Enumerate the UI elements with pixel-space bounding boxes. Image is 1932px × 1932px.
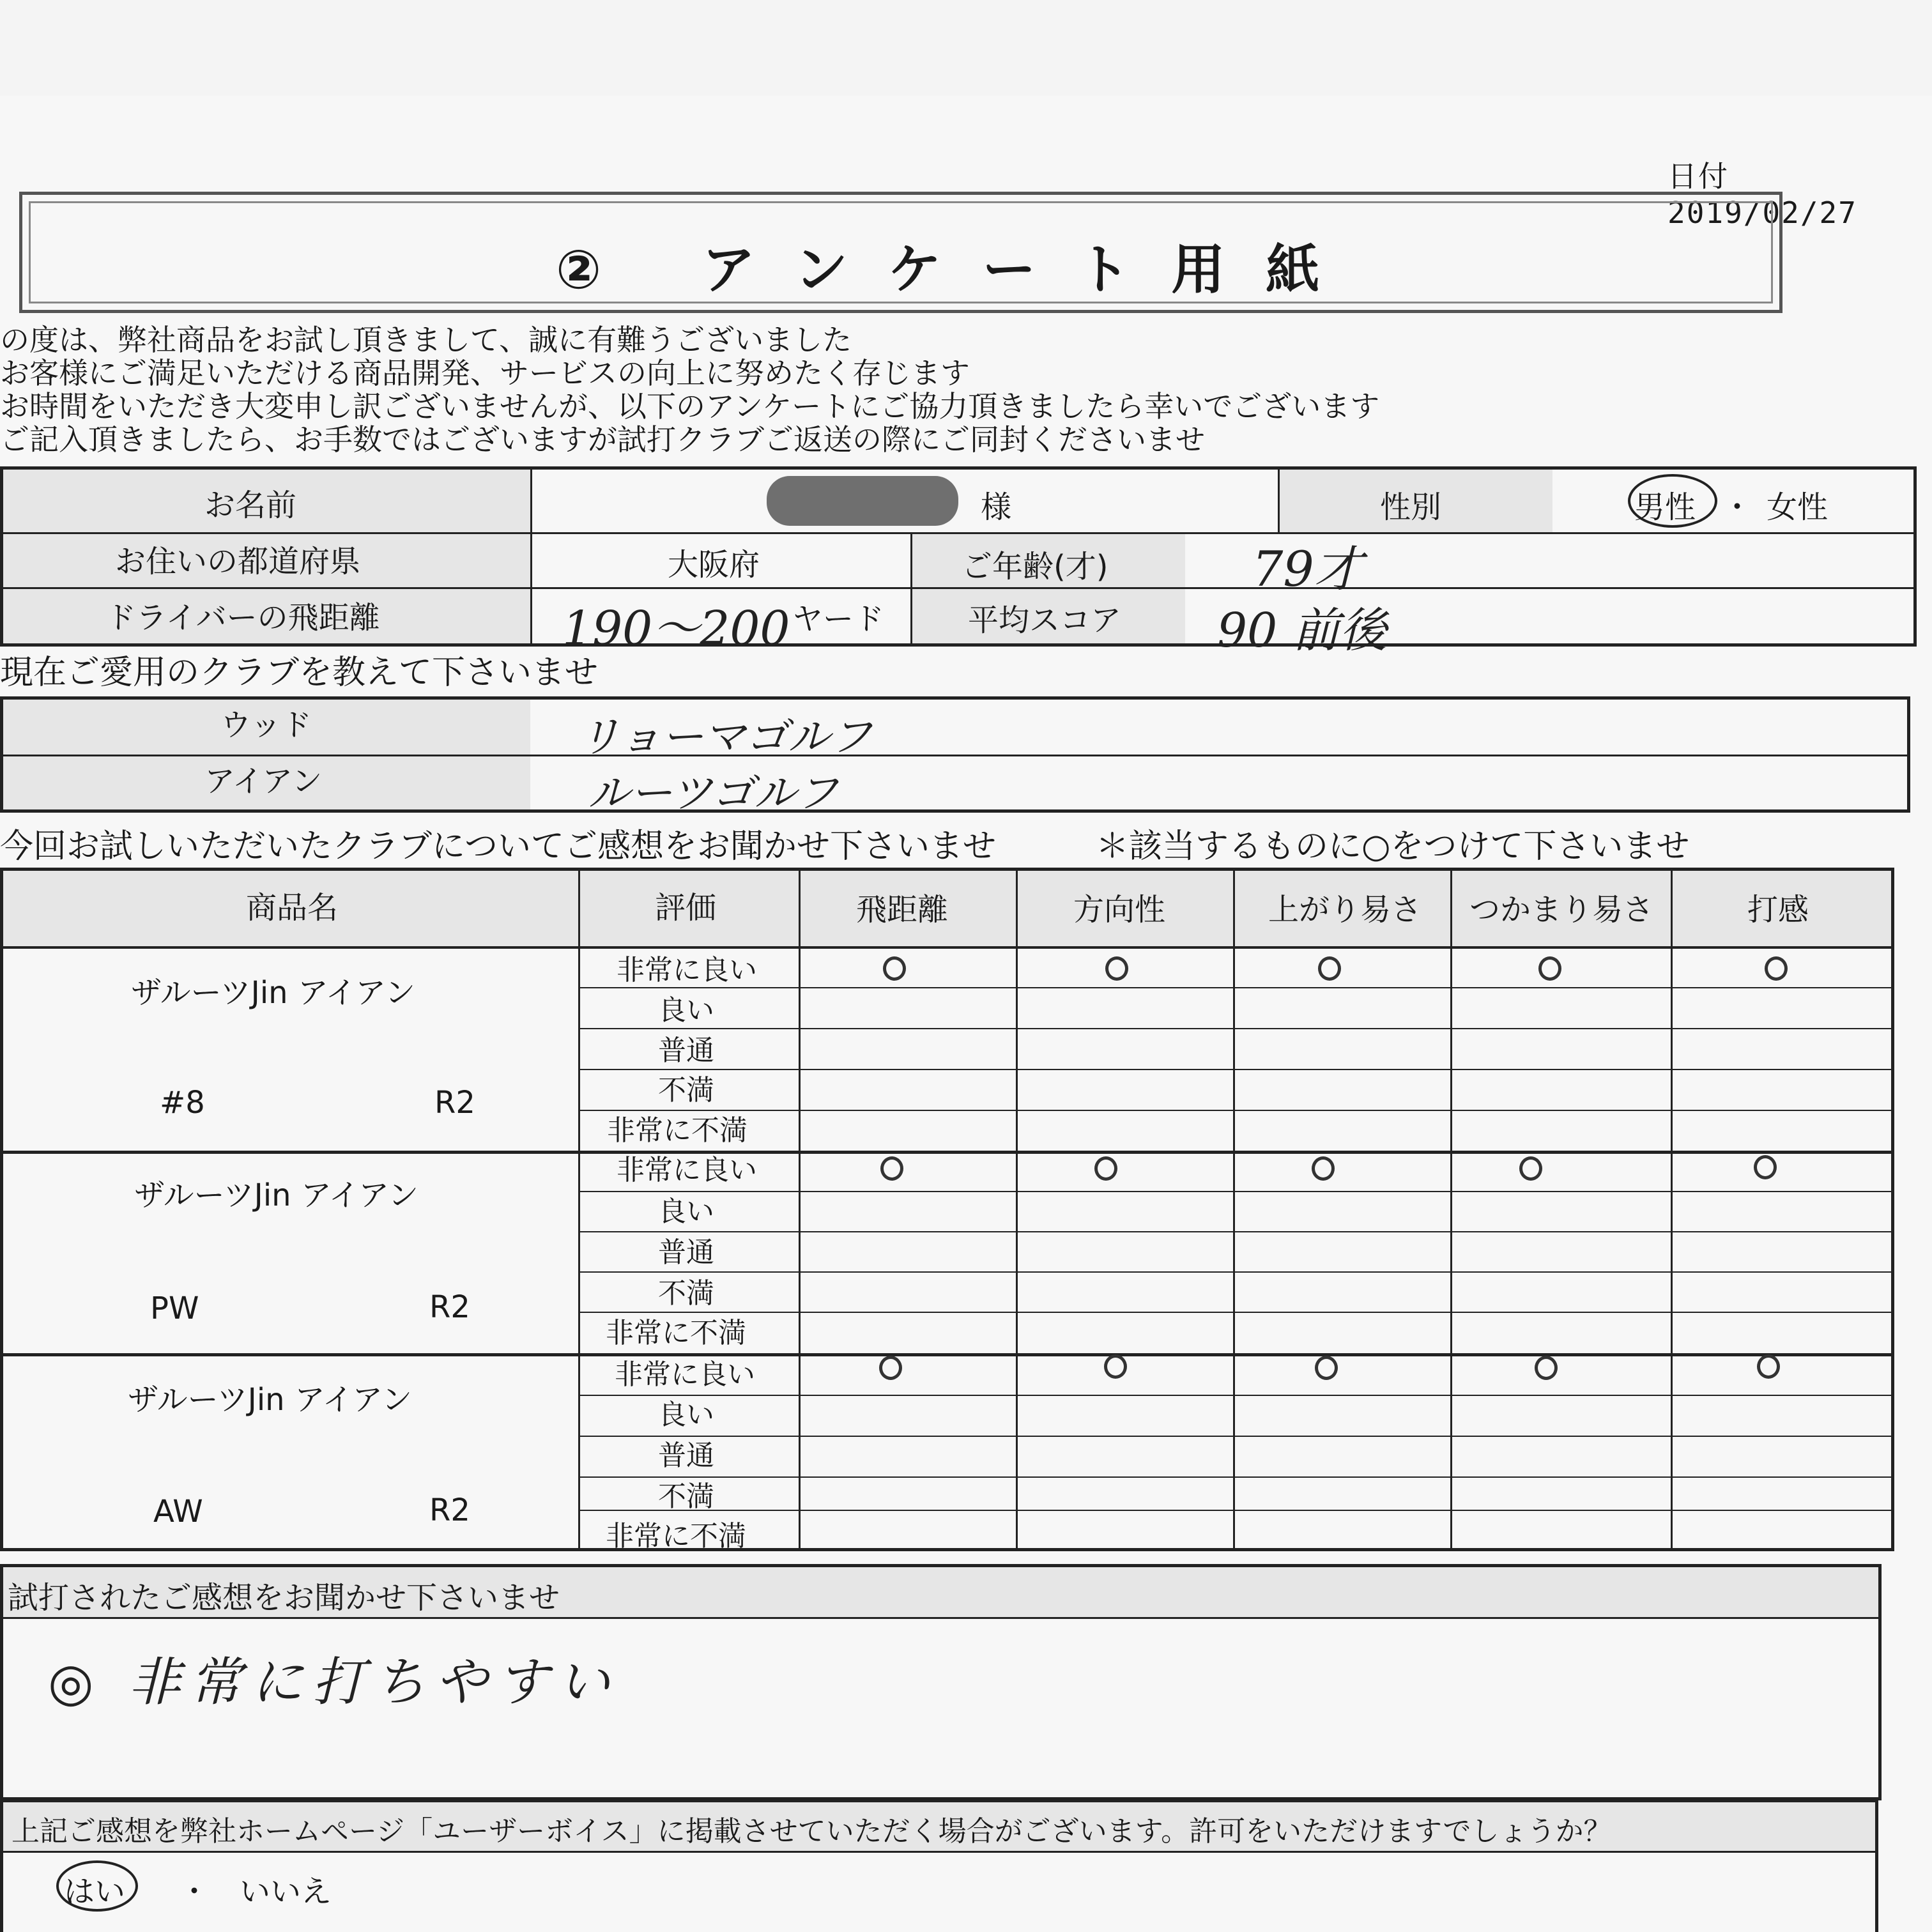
- gender-label: 性別: [1380, 489, 1442, 525]
- wood-value: リョーマゴルフ: [578, 712, 873, 762]
- product-3-feel-mark: [1757, 1354, 1780, 1379]
- iron-label: アイアン: [204, 763, 323, 799]
- age-value: 79才: [1252, 540, 1363, 597]
- name-label: お名前: [204, 487, 297, 523]
- prefecture-value: 大阪府: [668, 547, 760, 583]
- comments-text: ◎ 非常に打ちやすい: [48, 1652, 619, 1713]
- product-3-club: AW: [153, 1494, 203, 1529]
- product-2-club: PW: [150, 1291, 199, 1326]
- product-3-level-2: 良い: [658, 1399, 714, 1431]
- name-suffix: 様: [981, 489, 1012, 525]
- prefecture-label: お住いの都道府県: [115, 544, 361, 579]
- product-1-grip-mark: [1538, 956, 1561, 981]
- distance-label: ドライバーの飛距離: [105, 600, 380, 636]
- product-1-level-4: 不満: [658, 1074, 714, 1107]
- product-2-level-1: 非常に良い: [617, 1154, 757, 1186]
- gender-male: 男性: [1634, 489, 1696, 525]
- product-2-direction-mark: [1094, 1156, 1117, 1181]
- product-3-level-1: 非常に良い: [615, 1358, 755, 1391]
- product-3-name: ザルーツJin アイアン: [128, 1382, 413, 1418]
- score-value: 90 前後: [1217, 603, 1387, 658]
- product-1-shaft: R2: [434, 1085, 475, 1121]
- intro-line-2: お客様にご満足いただける商品開発、サービスの向上に努めたく存じます: [0, 356, 970, 390]
- product-1-feel-mark: [1765, 956, 1788, 981]
- intro-line-4: ご記入頂きましたら、お手数ではございますが試打クラブご返送の際にご同封くださいませ: [0, 422, 1205, 457]
- product-3-grip-mark: [1535, 1356, 1558, 1380]
- col-direction: 方向性: [1073, 892, 1166, 928]
- product-1-level-1: 非常に良い: [617, 954, 757, 986]
- comments-heading: 試打されたご感想をお聞かせ下さいませ: [8, 1580, 560, 1616]
- col-grip-ease: つかまり易さ: [1469, 892, 1654, 928]
- rating-heading: 今回お試しいただいたクラブについてご感想をお聞かせ下さいませ: [0, 827, 996, 866]
- product-3-direction-mark: [1104, 1354, 1127, 1379]
- product-2-feel-mark: [1754, 1155, 1777, 1179]
- product-2-launch-mark: [1312, 1156, 1335, 1181]
- product-1-level-2: 良い: [658, 994, 714, 1027]
- permission-separator: ・: [179, 1874, 210, 1910]
- product-3-level-4: 不満: [658, 1480, 714, 1513]
- permission-no[interactable]: いいえ: [240, 1874, 332, 1910]
- page-title: ② アンケート用紙: [556, 238, 1361, 301]
- product-1-club: #8: [160, 1085, 205, 1121]
- gender-separator: ・: [1722, 489, 1753, 525]
- product-1-launch-mark: [1318, 956, 1341, 981]
- col-product-name: 商品名: [246, 890, 339, 926]
- product-3-level-5: 非常に不満: [606, 1520, 746, 1552]
- product-2-distance-mark: [880, 1156, 903, 1181]
- age-label: ご年齢(才): [962, 549, 1108, 585]
- product-1-level-3: 普通: [658, 1034, 714, 1067]
- product-2-shaft: R2: [429, 1289, 470, 1325]
- col-launch-ease: 上がり易さ: [1268, 892, 1422, 928]
- intro-line-3: お時間をいただき大変申し訳ございませんが、以下のアンケートにご協力頂きましたら幸いでございます: [0, 389, 1380, 424]
- col-distance: 飛距離: [856, 892, 949, 928]
- distance-value: 190～200: [562, 601, 790, 656]
- product-2-level-5: 非常に不満: [606, 1317, 746, 1349]
- product-2-level-3: 普通: [658, 1236, 714, 1269]
- iron-value: ルーツゴルフ: [588, 769, 839, 818]
- product-2-level-2: 良い: [658, 1195, 714, 1228]
- redacted-name: [767, 476, 958, 526]
- product-1-level-5: 非常に不満: [607, 1114, 747, 1147]
- gender-female: 女性: [1767, 489, 1828, 525]
- distance-unit: ヤード: [792, 601, 885, 637]
- product-2-grip-mark: [1519, 1156, 1542, 1181]
- rating-note: ＊該当するものに○をつけて下さいませ: [1096, 827, 1690, 866]
- date-label: 日付: [1667, 159, 1729, 194]
- product-3-distance-mark: [879, 1356, 902, 1380]
- permission-question: 上記ご感想を弊社ホームページ「ユーザーボイス」に掲載させていただく場合がございます。許可をいただけますでしょうか？: [12, 1815, 1612, 1848]
- current-clubs-heading: 現在ご愛用のクラブを教えて下さいませ: [0, 654, 599, 692]
- product-3-shaft: R2: [429, 1492, 470, 1528]
- intro-line-1: の度は、弊社商品をお試し頂きまして、誠に有難うございました: [0, 323, 852, 357]
- product-1-distance-mark: [883, 956, 906, 981]
- product-3-level-3: 普通: [658, 1439, 714, 1472]
- wood-label: ウッド: [220, 707, 312, 743]
- product-1-name: ザルーツJin アイアン: [131, 975, 416, 1011]
- score-label: 平均スコア: [968, 602, 1122, 638]
- col-evaluation: 評価: [655, 890, 717, 926]
- product-3-launch-mark: [1315, 1356, 1338, 1380]
- product-1-direction-mark: [1105, 956, 1128, 981]
- product-2-level-4: 不満: [658, 1277, 714, 1310]
- product-2-name: ザルーツJin アイアン: [134, 1177, 419, 1213]
- permission-yes[interactable]: はい: [64, 1874, 126, 1910]
- date-value: 2019/02/27: [1667, 195, 1857, 230]
- col-feel: 打感: [1747, 892, 1809, 928]
